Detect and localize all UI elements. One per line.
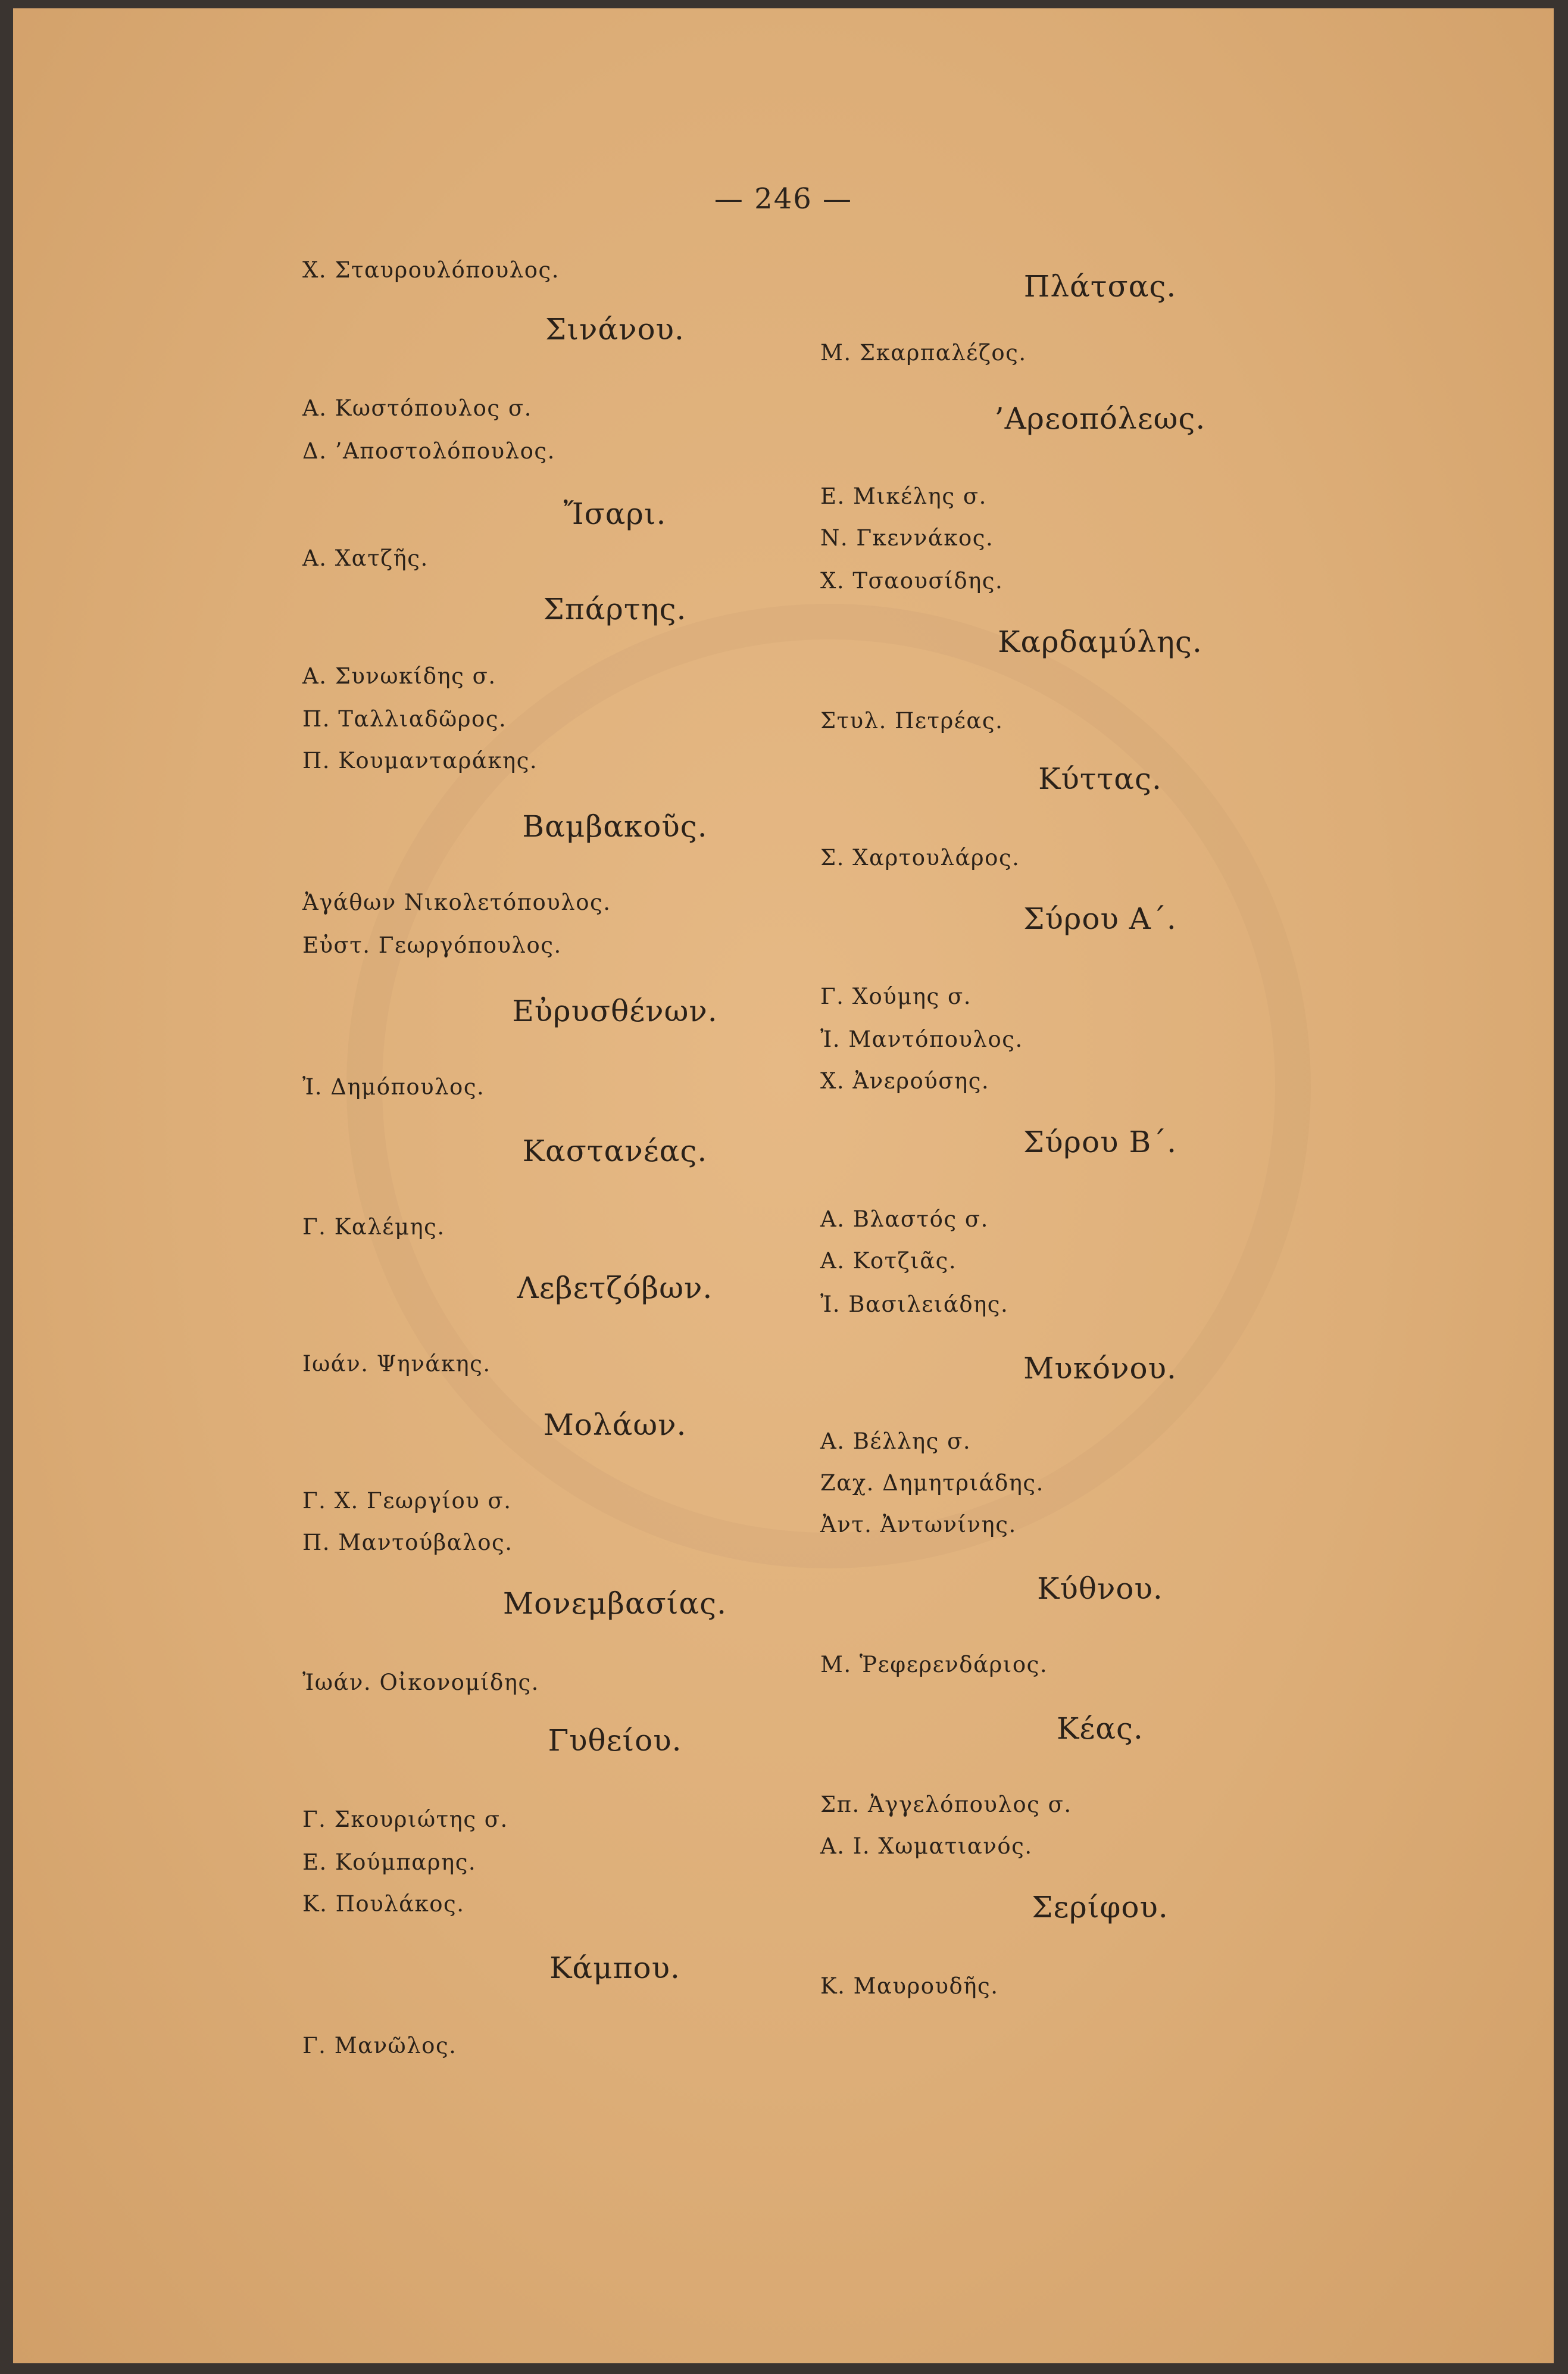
right-entry-23: Μ. Ῥεφερενδάριος. <box>820 1652 1048 1677</box>
left-heading-15: Καστανέας. <box>522 1134 708 1168</box>
right-entry-4: Ν. Γκεννάκος. <box>820 525 994 551</box>
left-entry-0: Χ. Σταυρουλόπουλος. <box>302 257 560 283</box>
left-heading-19: Μολάων. <box>543 1408 687 1442</box>
right-entry-20: Ζαχ. Δημητριάδης. <box>820 1470 1044 1496</box>
right-entry-3: Ε. Μικέλης σ. <box>820 483 987 509</box>
right-entry-15: Α. Βλαστός σ. <box>820 1206 989 1232</box>
right-entry-26: Α. Ι. Χωματιανός. <box>820 1833 1033 1859</box>
left-entry-29: Γ. Μανῶλος. <box>302 2033 457 2058</box>
right-heading-10: Σύρου Α΄. <box>1023 901 1177 936</box>
right-entry-28: Κ. Μαυρουδῆς. <box>820 1973 999 1999</box>
left-entry-20: Γ. Χ. Γεωργίου σ. <box>302 1488 512 1514</box>
left-heading-10: Βαμβακοῦς. <box>522 809 708 844</box>
left-entry-3: Δ. ’Αποστολόπουλος. <box>302 438 555 464</box>
left-entry-8: Π. Ταλλιαδῶρος. <box>302 706 507 732</box>
right-entry-17: Ἰ. Βασιλειάδης. <box>820 1291 1009 1317</box>
left-entry-21: Π. Μαντούβαλος. <box>302 1530 513 1555</box>
left-heading-1: Σινάνου. <box>545 312 685 347</box>
right-entry-19: Α. Βέλλης σ. <box>820 1428 972 1454</box>
page-number: — 246 — <box>714 182 853 216</box>
right-heading-14: Σύρου Β΄. <box>1023 1125 1177 1159</box>
left-heading-24: Γυθείου. <box>548 1723 682 1758</box>
left-entry-9: Π. Κουμανταράκης. <box>302 748 538 773</box>
right-heading-6: Καρδαμύλης. <box>998 625 1202 659</box>
document-page <box>13 8 1554 2363</box>
right-entry-7: Στυλ. Πετρέας. <box>820 708 1004 734</box>
left-entry-7: Α. Συνωκίδης σ. <box>302 663 496 689</box>
left-heading-17: Λεβετζόβων. <box>517 1271 713 1305</box>
left-entry-2: Α. Κωστόπουλος σ. <box>302 395 532 421</box>
left-entry-14: Ἰ. Δημόπουλος. <box>302 1074 485 1100</box>
left-heading-22: Μονεμβασίας. <box>502 1586 727 1621</box>
right-heading-22: Κύθνου. <box>1037 1571 1163 1606</box>
right-heading-27: Σερίφου. <box>1032 1890 1169 1924</box>
right-entry-5: Χ. Τσαουσίδης. <box>820 568 1004 594</box>
right-entry-1: Μ. Σκαρπαλέζος. <box>820 340 1027 366</box>
right-entry-16: Α. Κοτζιᾶς. <box>820 1248 957 1274</box>
right-entry-13: Χ. Ἀνερούσης. <box>820 1068 990 1094</box>
left-entry-27: Κ. Πουλάκος. <box>302 1891 465 1917</box>
left-entry-18: Ιωάν. Ψηνάκης. <box>302 1351 491 1377</box>
right-heading-0: Πλάτσας. <box>1023 269 1177 304</box>
right-heading-24: Κέας. <box>1057 1711 1144 1746</box>
right-entry-9: Σ. Χαρτουλάρος. <box>820 845 1020 871</box>
left-entry-11: Ἀγάθων Νικολετόπουλος. <box>302 890 611 915</box>
left-heading-4: Ἴσαρι. <box>563 497 667 531</box>
left-entry-12: Εὐστ. Γεωργόπουλος. <box>302 932 562 958</box>
left-entry-16: Γ. Καλέμης. <box>302 1214 445 1240</box>
right-entry-25: Σπ. Ἀγγελόπουλος σ. <box>820 1792 1072 1817</box>
right-heading-18: Μυκόνου. <box>1023 1351 1177 1386</box>
left-entry-5: Α. Χατζῆς. <box>302 545 429 571</box>
left-entry-23: Ἰωάν. Οἰκονομίδης. <box>302 1670 539 1695</box>
left-heading-13: Εὐρυσθένων. <box>512 994 718 1028</box>
right-heading-8: Κύττας. <box>1038 762 1162 796</box>
right-entry-11: Γ. Χούμης σ. <box>820 984 972 1009</box>
right-entry-21: Ἀντ. Ἀντωνίνης. <box>820 1512 1017 1537</box>
left-heading-6: Σπάρτης. <box>543 592 687 626</box>
right-heading-2: ’Αρεοπόλεως. <box>994 401 1206 436</box>
right-entry-12: Ἰ. Μαντόπουλος. <box>820 1027 1023 1052</box>
left-heading-28: Κάμπου. <box>549 1951 680 1985</box>
left-entry-25: Γ. Σκουριώτης σ. <box>302 1807 508 1832</box>
left-entry-26: Ε. Κούμπαρης. <box>302 1849 477 1875</box>
